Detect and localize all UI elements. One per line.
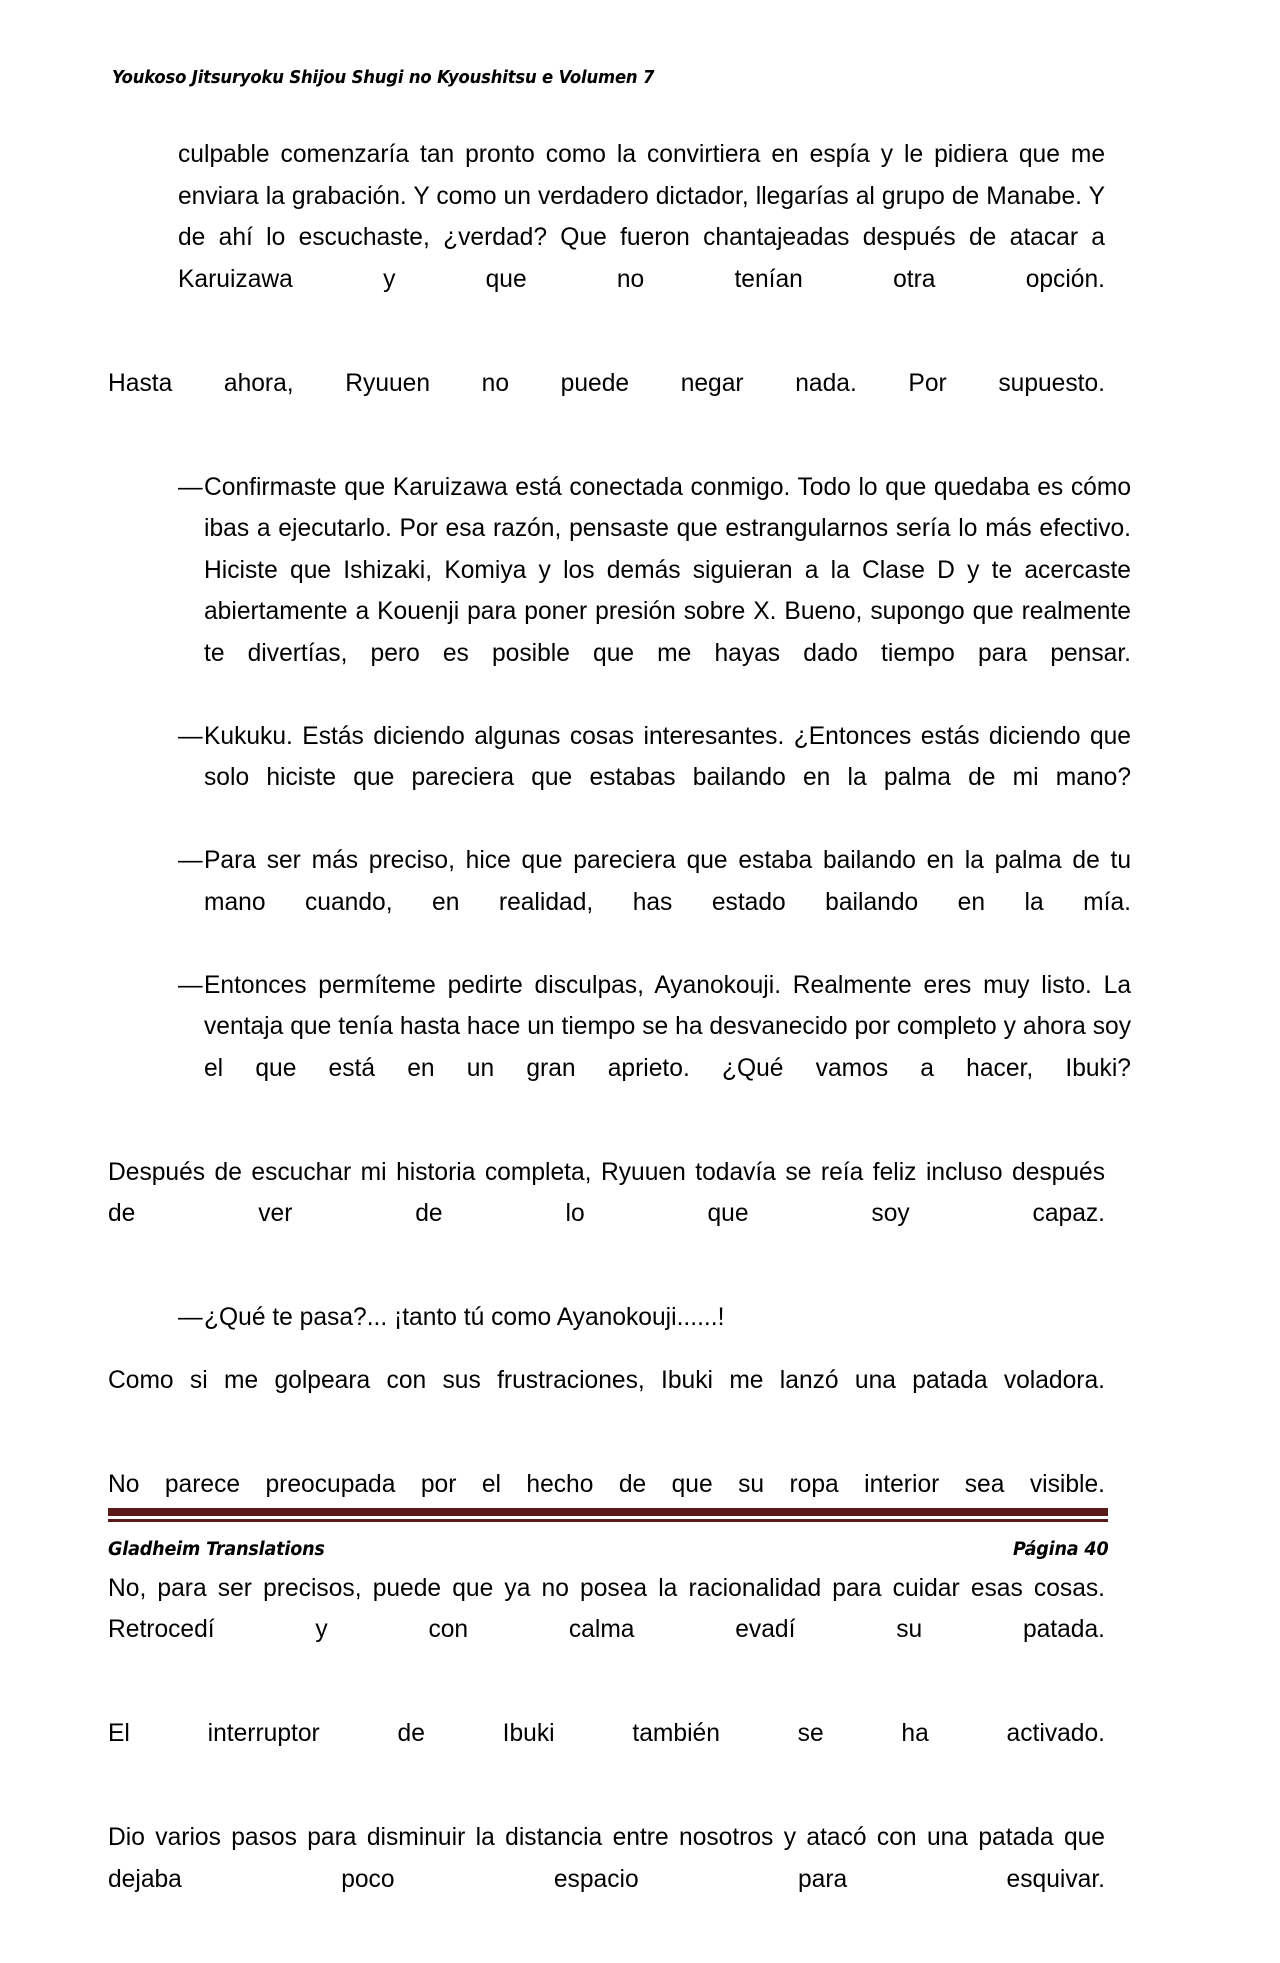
footer-page-number: Página 40 [1012,1539,1108,1560]
em-dash-marker: — [178,1304,203,1331]
paragraph-narration-2: Después de escuchar mi historia completa, Ryuuen todavía se reía feliz incluso después de ver de lo que soy capaz. [108,1158,1105,1227]
list-item [178,467,1131,716]
list-item [178,840,1131,965]
header-title: Youkoso Jitsuryoku Shijou Shugi no Kyoushitsu e Volumen 7 [112,68,655,88]
page-footer [108,1508,1108,1560]
paragraph-narration-3: Como si me golpeara con sus frustraciones, Ibuki me lanzó una patada voladora. [108,1366,1105,1394]
footer-row [108,1539,1108,1560]
em-dash-marker: — [178,971,203,999]
paragraph-narration-7: Dio varios pasos para disminuir la distancia entre nosotros y atacó con una patada que dejaba poco espacio para esquivar. [108,1824,1105,1893]
em-dash-marker: — [178,473,203,501]
list-item [178,716,1131,841]
paragraph-narration-4: No parece preocupada por el hecho de que su ropa interior sea visible. [108,1470,1105,1498]
list-item [178,965,1131,1131]
em-dash-marker: — [178,847,203,874]
paragraph-narration-5: No, para ser precisos, puede que ya no posea la racionalidad para cuidar esas cosas. Retrocedí y con calma evadí su patada. [108,1574,1105,1643]
dialogue-text: Entonces permíteme pedirte disculpas, Ayanokouji. Realmente eres muy listo. La ventaja que tenía hasta hace un tiempo se ha desvanecido por completo y ahora soy el que está en un gran aprieto. ¿Qué vamos a hacer, Ibuki? [204,971,1131,1082]
footer-translator-credit: Gladheim Translations [108,1539,325,1560]
dialogue-text: ¿Qué te pasa?... ¡tanto tú como Ayanokouji......! [204,1304,725,1331]
dialogue-text: Para ser más preciso, hice que pareciera que estaba bailando en la palma de tu mano cuando, en realidad, has estado bailando en la mía. [204,847,1131,916]
dialogue-text: Confirmaste que Karuizawa está conectada conmigo. Todo lo que quedaba es cómo ibas a ejecutarlo. Por esa razón, pensaste que estrangularnos sería lo más efectivo. Hiciste que Ishizaki, Komiya y los demás siguieran a la Clase D y te acercaste abiertamente a Kouenji para poner presión sobre X. Bueno, supongo que realmente te divertías, pero es posible que me hayas dado tiempo para pensar. [204,473,1131,667]
footer-rule-thick [108,1508,1108,1516]
paragraph-continued: culpable comenzaría tan pronto como la convirtiera en espía y le pidiera que me enviara la grabación. Y como un verdadero dictador, llegarías al grupo de Manabe. Y de ahí lo escuchaste, ¿verdad? Que fueron chantajeadas después de atacar a Karuizawa y que no tenían otra opción. [178,141,1105,293]
dialogue-text: Kukuku. Estás diciendo algunas cosas interesantes. ¿Entonces estás diciendo que solo hiciste que pareciera que estabas bailando en la palma de mi mano? [204,722,1131,791]
page-content [108,134,1131,1963]
paragraph-narration-6: El interruptor de Ibuki también se ha activado. [108,1720,1105,1747]
em-dash-marker: — [178,722,203,750]
dialogue-list [108,467,1131,1131]
page-header [112,68,1112,98]
paragraph-narration-1: Hasta ahora, Ryuuen no puede negar nada. Por supuesto. [108,369,1105,397]
footer-rule-thin [108,1519,1108,1522]
dialogue-single-line [178,1297,1131,1339]
